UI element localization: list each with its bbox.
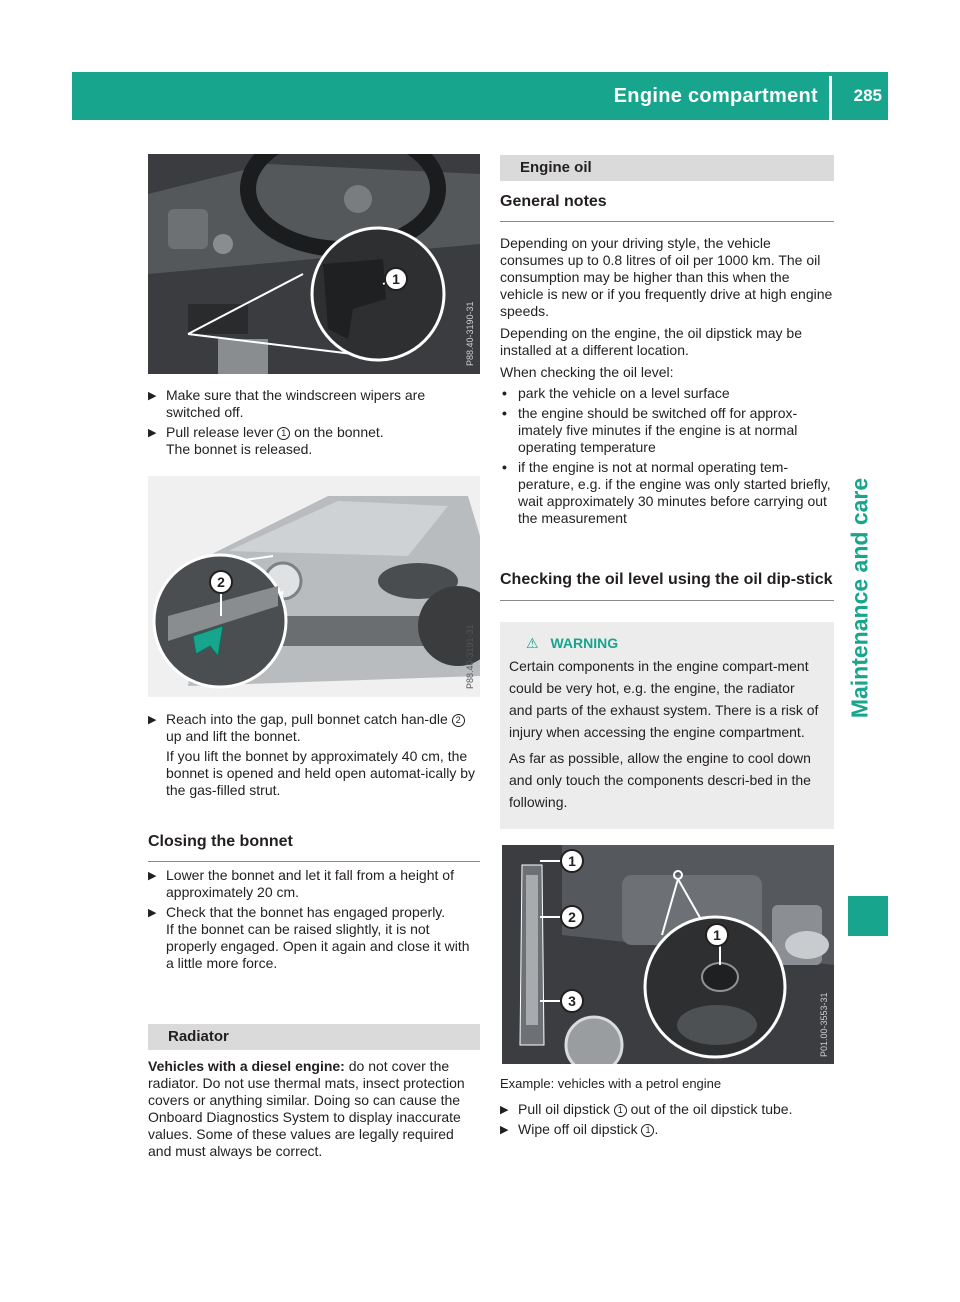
photo2-callout-2: 2 [217,574,225,590]
general-notes-p2: Depending on the engine, the oil dipstick may be installed at a different location. [500,325,802,358]
step-wipe-dipstick [500,1121,834,1138]
warning-box [500,622,834,829]
general-notes-heading: General notes [500,193,834,222]
step-text: Wipe off oil dipstick [518,1121,642,1137]
engine-bay-photo [502,845,834,1064]
header-divider [829,76,832,120]
callout-number: 1 [277,427,290,440]
warning-triangle-icon: ⚠ [526,635,539,651]
bullet-icon: • [502,459,507,475]
step-wipers [148,387,480,421]
step-result: If you lift the bonnet by approximately 40 cm, the bonnet is opened and held open automat-ically by the gas-filled strut. [166,748,475,798]
arrow-icon: ▶ [148,907,157,919]
photo1-callout-1: 1 [392,271,400,287]
callout-number: 2 [452,714,465,727]
step-text: Reach into the gap, pull bonnet catch han-dle [166,711,452,727]
condition-item [500,405,834,456]
photo3-callout-1b: 1 [713,927,721,943]
side-chapter-tab [832,458,888,738]
radiator-heading: Radiator [148,1024,480,1050]
header-title: Engine compartment [613,85,818,107]
dipstick-heading: Checking the oil level using the oil dip-stick [500,570,834,601]
warning-title [526,632,820,654]
warning-text-2: As far as possible, allow the engine to cool down and only touch the components descri-bed in the following. [509,750,811,810]
radiator-text [148,1058,480,1160]
step-result: The bonnet is released. [166,441,313,457]
bullet-icon: • [502,405,507,421]
step-text: Lower the bonnet and let it fall from a height of approximately 20 cm. [166,867,454,900]
step-text-suffix: on the bonnet. [290,424,384,440]
step-text: Pull oil dipstick [518,1101,614,1117]
step-result: If the bonnet can be raised slightly, it is not properly engaged. Open it again and close it with a little more force. [166,921,470,971]
engine-bay-illustration [502,845,834,1064]
general-notes-p1: Depending on your driving style, the vehicle consumes up to 0.8 litres of oil per 1000 km. The oil consumption may be higher than this when the vehicle is new or if you frequently drive at high engine speeds. [500,235,833,319]
radiator-body: do not cover the radiator. Do not use thermal mats, insect protection covers or anything similar. Doing so can cause the Onboard Diagnostics System to display inaccurate values. Some of these values are legally required and must always be correct. [148,1058,465,1159]
photo2-ref-code: P88.40-3191-31 [465,624,475,689]
condition-item [500,385,834,402]
step-text-suffix: . [654,1121,659,1137]
side-chapter-label: Maintenance and care [846,477,873,719]
step-text: Make sure that the windscreen wipers are switched off. [166,387,426,420]
dashboard-photo [148,154,480,374]
step-release-lever [148,424,480,458]
arrow-icon: ▶ [148,870,157,882]
page-header [72,72,888,120]
callout-number: 1 [641,1124,654,1137]
warning-title-text: WARNING [550,635,619,651]
arrow-icon: ▶ [500,1104,509,1116]
photo3-callout-2: 2 [568,909,576,925]
engine-oil-heading: Engine oil [500,155,834,181]
step-text-suffix: out of the oil dipstick tube. [626,1101,793,1117]
page-number: 285 [853,86,882,105]
closing-bonnet-heading: Closing the bonnet [148,833,480,862]
arrow-icon: ▶ [148,390,157,402]
step-lower-bonnet [148,867,480,901]
radiator-lead: Vehicles with a diesel engine: [148,1058,345,1074]
warning-text-1: Certain components in the engine compart-ment could be very hot, e.g. the engine, the radiator and parts of the exhaust system. There is a risk of injury when accessing the engine compartment. [509,658,819,740]
callout-number: 1 [614,1104,627,1117]
step-pull-dipstick [500,1101,834,1118]
condition-text: if the engine is not at normal operating tem-perature, e.g. if the engine was only started briefly, wait approximately 30 minutes before carrying out the measurement [518,459,831,526]
step-catch-handle [148,711,480,799]
condition-item [500,459,834,527]
dipstick-steps [500,1101,834,1138]
step-text-suffix: up and lift the bonnet. [166,728,301,744]
lift-bonnet-steps [148,711,480,799]
condition-text: park the vehicle on a level surface [518,385,730,401]
arrow-icon: ▶ [500,1124,509,1136]
bullet-icon: • [502,385,507,401]
dashboard-illustration [148,154,480,374]
bonnet-photo [148,476,480,697]
closing-steps [148,867,480,972]
step-check-engaged [148,904,480,972]
open-bonnet-steps [148,387,480,458]
photo3-callout-1: 1 [568,853,576,869]
side-marker [848,896,888,936]
engine-caption: Example: vehicles with a petrol engine [500,1076,722,1091]
photo1-ref-code: P88.40-3190-31 [465,301,475,366]
general-notes-text [500,235,834,527]
arrow-icon: ▶ [148,714,157,726]
step-text: Pull release lever [166,424,278,440]
step-text: Check that the bonnet has engaged properly. [166,904,446,920]
general-notes-p3: When checking the oil level: [500,364,674,380]
arrow-icon: ▶ [148,427,157,439]
bonnet-illustration [148,476,480,697]
condition-text: the engine should be switched off for approx-imately five minutes if the engine is at normal operating temperature [518,405,798,455]
photo3-callout-3: 3 [568,993,576,1009]
photo3-ref-code: P01.00-3553-31 [819,992,829,1057]
